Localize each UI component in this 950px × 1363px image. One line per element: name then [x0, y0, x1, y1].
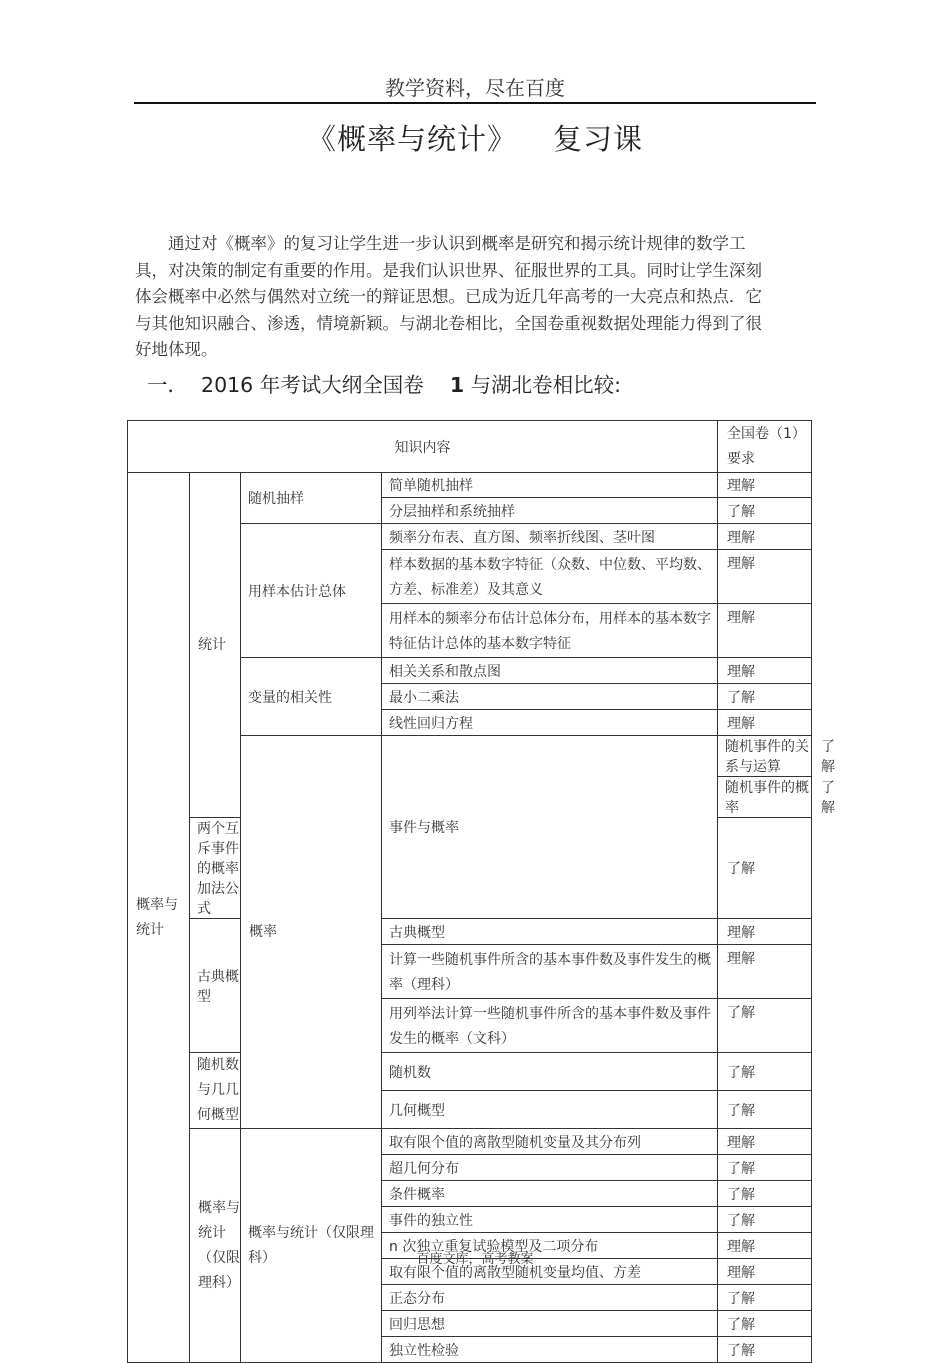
- group-prob-stat: 概率与统计（仅限理科）: [190, 1129, 241, 1363]
- section-suffix: 与湖北卷相比较:: [470, 373, 622, 397]
- item-text: 用样本的频率分布估计总体分布，用样本的基本数字特征估计总体的基本数字特征: [382, 604, 718, 658]
- knowledge-table: [127, 420, 835, 1363]
- item-text: 超几何分布: [382, 1155, 718, 1181]
- item-text: 相关关系和散点图: [382, 658, 718, 684]
- item-text: 取有限个值的离散型随机变量及其分布列: [382, 1129, 718, 1155]
- level1-cell: 概率与统计: [128, 473, 190, 1363]
- item-requirement: 理解: [718, 919, 812, 945]
- item-requirement: 理解: [718, 550, 812, 604]
- item-requirement: 了解: [718, 1091, 812, 1129]
- item-text: 随机事件的概率: [718, 777, 812, 818]
- sub-event: 事件与概率: [382, 736, 718, 919]
- section-mid: 年考试大纲全国卷: [259, 373, 424, 397]
- page-header: 教学资料，尽在百度: [385, 76, 565, 100]
- table-row: [128, 1129, 812, 1155]
- item-text: 最小二乘法: [382, 684, 718, 710]
- item-text: 线性回归方程: [382, 710, 718, 736]
- item-requirement: 了解: [718, 684, 812, 710]
- section-year: 2016: [201, 373, 254, 397]
- table-row: [128, 919, 812, 945]
- item-text: 分层抽样和系统抽样: [382, 498, 718, 524]
- item-text: 两个互斥事件的概率加法公式: [190, 818, 241, 919]
- item-requirement: 了解: [718, 818, 812, 919]
- item-text: 用列举法计算一些随机事件所含的基本事件数及事件发生的概率（文科）: [382, 999, 718, 1053]
- sub-random-number: 随机数与几几何概型: [190, 1053, 241, 1129]
- group-statistics: 统计: [190, 473, 241, 818]
- table-row: 随机事件的概率 了解: [128, 777, 812, 818]
- section-heading: [147, 368, 621, 398]
- header-content: 知识内容: [128, 421, 718, 473]
- sub-estimate: 用样本估计总体: [241, 524, 382, 658]
- item-requirement: 了解: [718, 1337, 812, 1363]
- item-requirement: 了解: [718, 498, 812, 524]
- item-requirement: 了解: [718, 1181, 812, 1207]
- sub-sampling: 随机抽样: [241, 473, 382, 524]
- table-row: 概率 事件与概率 随机事件的关系与运算 了解: [128, 736, 812, 777]
- item-requirement: 理解: [718, 1129, 812, 1155]
- sub-classic: 古典概型: [190, 919, 241, 1053]
- item-text: 样本数据的基本数字特征（众数、中位数、平均数、方差、标准差）及其意义: [382, 550, 718, 604]
- section-num: 1: [449, 373, 465, 397]
- table-header-row: [128, 421, 812, 473]
- group-probability: 概率: [241, 736, 382, 1129]
- title-sub: 复习课: [553, 122, 644, 156]
- item-text: 几何概型: [382, 1091, 718, 1129]
- table-row: [128, 473, 812, 498]
- item-requirement: 理解: [718, 524, 812, 550]
- item-requirement: 理解: [718, 1233, 812, 1259]
- item-requirement: 了解: [718, 999, 812, 1053]
- item-text: n 次独立重复试验模型及二项分布: [382, 1233, 718, 1259]
- document-title: [0, 117, 950, 158]
- item-text: 回归思想: [382, 1311, 718, 1337]
- item-requirement: 了解: [718, 1155, 812, 1181]
- item-requirement: 理解: [718, 710, 812, 736]
- item-requirement: 了解: [718, 1053, 812, 1091]
- item-requirement: 理解: [718, 1259, 812, 1285]
- item-text: 正态分布: [382, 1285, 718, 1311]
- item-text: 频率分布表、直方图、频率折线图、茎叶图: [382, 524, 718, 550]
- section-prefix: 一．: [147, 373, 188, 397]
- item-text: 事件的独立性: [382, 1207, 718, 1233]
- item-requirement: 了解: [718, 1207, 812, 1233]
- item-text: 取有限个值的离散型随机变量均值、方差: [382, 1259, 718, 1285]
- item-requirement: 理解: [718, 473, 812, 498]
- header-rule: [134, 102, 816, 104]
- header-requirement: 全国卷（1）要求: [718, 421, 812, 473]
- item-requirement: 了解: [718, 1311, 812, 1337]
- intro-paragraph: 通过对《概率》的复习让学生进一步认识到概率是研究和揭示统计规律的数学工具，对决策的制定有重要的作用。是我们认识世界、征服世界的工具。同时让学生深刻体会概率中必然与偶然对立统一的辩证思想。已成为近几年高考的一大亮点和热点．它与其他知识融合、渗透，情境新颖。与湖北卷相比，全国卷重视数据处理能力得到了很好地体现。: [135, 234, 762, 359]
- item-text: 随机事件的关系与运算: [718, 736, 812, 777]
- page-footer: 百度文库，高考教案: [416, 1252, 534, 1267]
- item-requirement: 了解: [718, 1285, 812, 1311]
- item-text: 计算一些随机事件所含的基本事件数及事件发生的概率（理科）: [382, 945, 718, 999]
- title-main: 《概率与统计》: [306, 122, 517, 156]
- item-requirement: 理解: [718, 658, 812, 684]
- item-requirement: 理解: [718, 945, 812, 999]
- table-row: [128, 1053, 812, 1091]
- sub-correlation: 变量的相关性: [241, 658, 382, 736]
- sub-prob-stat: 概率与统计（仅限理科）: [241, 1129, 382, 1363]
- item-text: 随机数: [382, 1053, 718, 1091]
- item-text: 独立性检验: [382, 1337, 718, 1363]
- item-text: 条件概率: [382, 1181, 718, 1207]
- item-requirement: 理解: [718, 604, 812, 658]
- item-text: 简单随机抽样: [382, 473, 718, 498]
- item-text: 古典概型: [382, 919, 718, 945]
